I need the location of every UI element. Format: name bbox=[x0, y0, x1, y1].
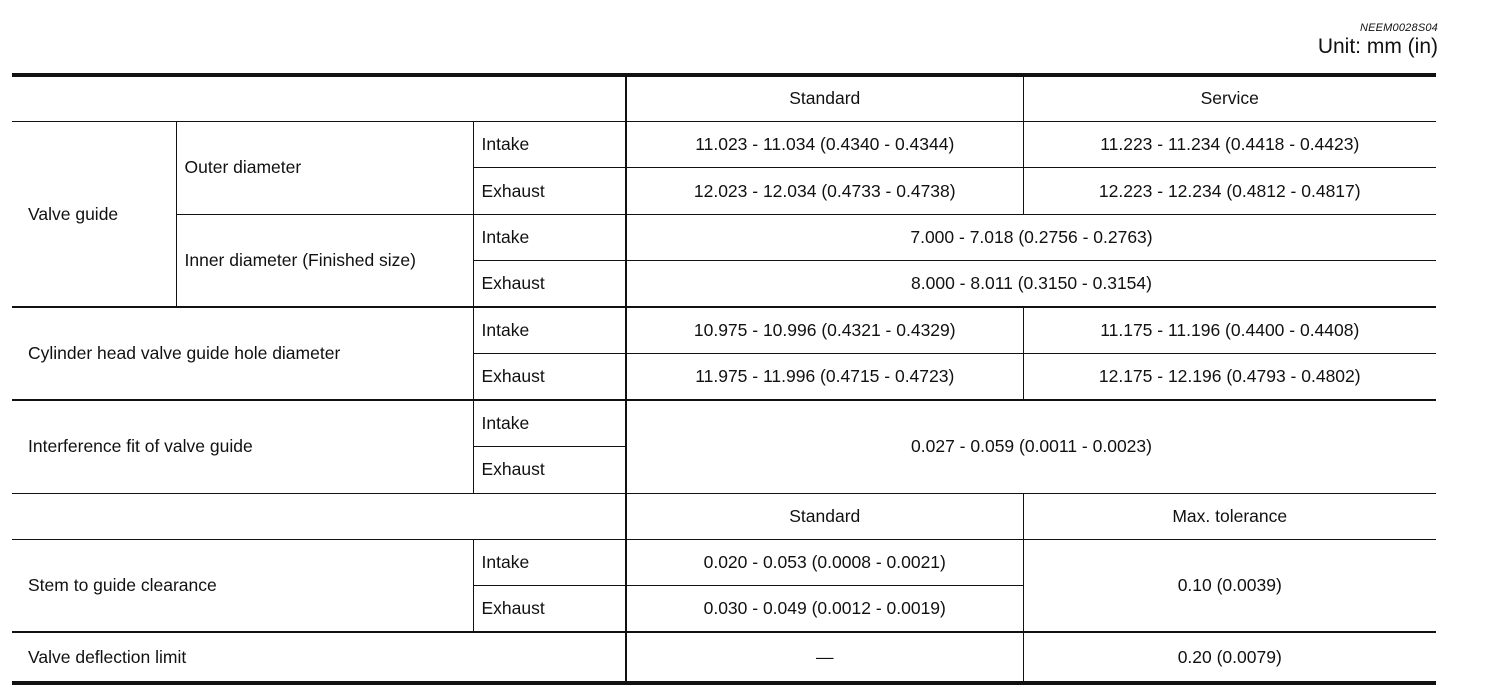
table-row bbox=[12, 632, 1436, 683]
subheader-standard: Standard bbox=[626, 493, 1023, 539]
valve-guide-label: Valve guide bbox=[12, 121, 176, 307]
hole-exhaust-standard: 11.975 - 11.996 (0.4715 - 0.4723) bbox=[626, 354, 1023, 400]
table-row bbox=[12, 307, 1436, 353]
deflection-standard: — bbox=[626, 632, 1023, 683]
valve-guide-spec-table bbox=[12, 73, 1436, 685]
type-label: Intake bbox=[473, 214, 626, 260]
outer-intake-standard: 11.023 - 11.034 (0.4340 - 0.4344) bbox=[626, 121, 1023, 167]
outer-intake-service: 11.223 - 11.234 (0.4418 - 0.4423) bbox=[1023, 121, 1436, 167]
inner-diameter-label: Inner diameter (Finished size) bbox=[176, 214, 473, 307]
table-row bbox=[12, 214, 1436, 260]
subheader-blank-cell bbox=[12, 493, 626, 539]
stem-clearance-label: Stem to guide clearance bbox=[12, 540, 473, 633]
stem-exhaust-standard: 0.030 - 0.049 (0.0012 - 0.0019) bbox=[626, 586, 1023, 632]
type-label: Exhaust bbox=[473, 168, 626, 214]
inner-intake-value: 7.000 - 7.018 (0.2756 - 0.2763) bbox=[626, 214, 1436, 260]
type-label: Exhaust bbox=[473, 447, 626, 493]
table-row bbox=[12, 400, 1436, 446]
type-label: Intake bbox=[473, 121, 626, 167]
type-label: Intake bbox=[473, 540, 626, 586]
document-code: NEEM0028S04 bbox=[1359, 22, 1438, 34]
subheader-max-tolerance: Max. tolerance bbox=[1023, 493, 1436, 539]
table-row bbox=[12, 121, 1436, 167]
type-label: Exhaust bbox=[473, 586, 626, 632]
hole-exhaust-service: 12.175 - 12.196 (0.4793 - 0.4802) bbox=[1023, 354, 1436, 400]
outer-exhaust-standard: 12.023 - 12.034 (0.4733 - 0.4738) bbox=[626, 168, 1023, 214]
outer-exhaust-service: 12.223 - 12.234 (0.4812 - 0.4817) bbox=[1023, 168, 1436, 214]
table-row bbox=[12, 540, 1436, 586]
type-label: Intake bbox=[473, 307, 626, 353]
head-hole-diameter-label: Cylinder head valve guide hole diameter bbox=[12, 307, 473, 400]
header-standard: Standard bbox=[626, 75, 1023, 121]
type-label: Exhaust bbox=[473, 354, 626, 400]
type-label: Intake bbox=[473, 400, 626, 446]
hole-intake-service: 11.175 - 11.196 (0.4400 - 0.4408) bbox=[1023, 307, 1436, 353]
header-blank-cell bbox=[12, 75, 626, 121]
stem-max-tolerance: 0.10 (0.0039) bbox=[1023, 540, 1436, 633]
table-subheader-row bbox=[12, 493, 1436, 539]
interference-fit-label: Interference fit of valve guide bbox=[12, 400, 473, 493]
deflection-limit-label: Valve deflection limit bbox=[12, 632, 626, 683]
interference-fit-value: 0.027 - 0.059 (0.0011 - 0.0023) bbox=[626, 400, 1436, 493]
table-header-row bbox=[12, 75, 1436, 121]
stem-intake-standard: 0.020 - 0.053 (0.0008 - 0.0021) bbox=[626, 540, 1023, 586]
inner-exhaust-value: 8.000 - 8.011 (0.3150 - 0.3154) bbox=[626, 261, 1436, 307]
type-label: Exhaust bbox=[473, 261, 626, 307]
outer-diameter-label: Outer diameter bbox=[176, 121, 473, 214]
unit-label: Unit: mm (in) bbox=[1317, 35, 1438, 58]
header-service: Service bbox=[1023, 75, 1436, 121]
deflection-max-tolerance: 0.20 (0.0079) bbox=[1023, 632, 1436, 683]
hole-intake-standard: 10.975 - 10.996 (0.4321 - 0.4329) bbox=[626, 307, 1023, 353]
